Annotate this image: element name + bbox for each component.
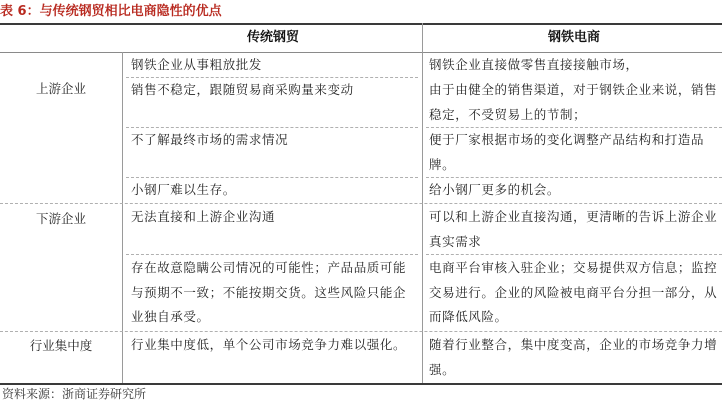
- header-traditional: 传统钢贸: [246, 30, 299, 45]
- group-label-downstream: 下游企业: [35, 211, 86, 226]
- cell-traditional-row-4: 无法直接和上游企业沟通: [131, 209, 276, 224]
- cell-ecommerce-row-6: 随着行业整合，集中度变高，企业的市场竞争力增强。: [429, 337, 718, 377]
- cell-traditional-row-0: 钢铁企业从事粗放批发: [131, 57, 263, 72]
- column-divider-left: [122, 52, 123, 384]
- group-divider: [0, 331, 722, 332]
- cell-traditional-row-3: 小钢厂难以生存。: [131, 182, 236, 197]
- source-note: 资料来源：浙商证券研究所: [2, 387, 147, 401]
- header-ecommerce: 钢铁电商: [547, 30, 600, 45]
- table-bottom-rule: [0, 383, 722, 385]
- row-divider: [426, 254, 722, 255]
- cell-traditional-row-6: 行业集中度低，单个公司市场竞争力难以强化。: [131, 337, 407, 352]
- cell-ecommerce-row-5: 电商平台审核入驻企业；交易提供双方信息；监控交易进行。企业的风险被电商平台分担一部分，从而降低风险。: [429, 260, 718, 324]
- group-divider: [0, 203, 722, 204]
- group-label-upstream: 上游企业: [35, 81, 86, 96]
- cell-ecommerce-row-2: 便于厂家根据市场的变化调整产品结构和打造品牌。: [429, 132, 705, 172]
- row-divider: [126, 254, 418, 255]
- cell-ecommerce-row-0: 钢铁企业直接做零售直接接触市场，: [429, 57, 639, 72]
- cell-traditional-row-1: 销售不稳定，跟随贸易商采购量来变动: [131, 82, 354, 97]
- cell-traditional-row-2: 不了解最终市场的需求情况: [131, 132, 289, 147]
- cell-ecommerce-row-4: 可以和上游企业直接沟通，更清晰的告诉上游企业真实需求: [429, 209, 718, 249]
- cell-ecommerce-row-1: 由于由健全的销售渠道，对于钢铁企业来说，销售稳定，不受贸易上的节制；: [429, 82, 718, 122]
- cell-traditional-row-5: 存在故意隐瞒公司情况的可能性；产品品质可能与预期不一致；不能按期交货。这些风险只能企业独自承受。: [131, 260, 407, 324]
- cell-ecommerce-row-3: 给小钢厂更多的机会。: [429, 182, 561, 197]
- table-title: 表 6：与传统钢贸相比电商隐性的优点: [0, 4, 222, 19]
- group-label-industry: 行业集中度: [29, 338, 93, 353]
